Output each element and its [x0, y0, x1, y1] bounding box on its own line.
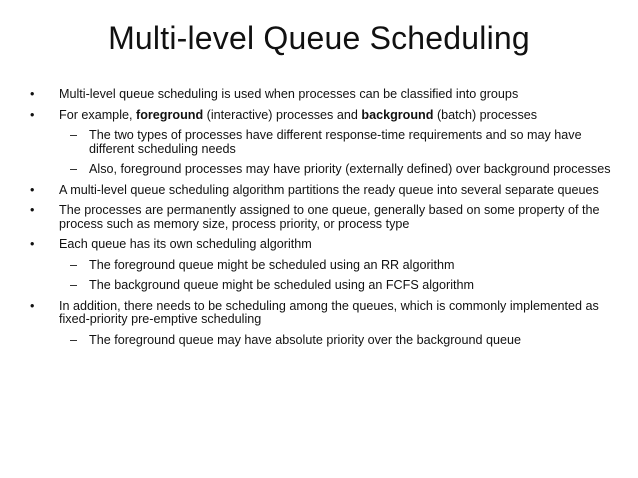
sub-bullet-item	[28, 129, 618, 156]
bullet-text: Multi-level queue scheduling is used when processes can be classified into groups	[59, 87, 519, 101]
dash-marker: –	[70, 332, 78, 347]
sub-bullet-item	[28, 163, 618, 177]
dash-marker: –	[70, 128, 78, 142]
bold-term-background: background	[361, 107, 434, 122]
bullet-text-part: (batch) processes	[433, 107, 538, 122]
bullet-marker: •	[30, 237, 35, 251]
sub-bullet-text: The two types of processes have different response-time requirements and so may have different scheduling needs	[89, 128, 582, 156]
bullet-marker: •	[30, 87, 35, 101]
sub-bullet-text: Also, foreground processes may have priority (externally defined) over background processes	[89, 162, 611, 176]
sub-bullet-text: The background queue might be scheduled using an FCFS algorithm	[89, 278, 475, 292]
sub-bullet-item	[28, 259, 618, 273]
bullet-item	[28, 204, 618, 231]
bullet-marker: •	[30, 107, 35, 122]
bullet-item	[28, 238, 618, 252]
dash-marker: –	[70, 162, 78, 176]
bullet-marker: •	[30, 298, 35, 313]
bullet-list	[28, 88, 618, 354]
dash-marker: –	[70, 257, 78, 272]
sub-bullet-text: The foreground queue may have absolute priority over the background queue	[89, 332, 521, 347]
dash-marker: –	[70, 278, 78, 292]
bullet-text: The processes are permanently assigned to one queue, generally based on some property of the process such as memory size, process priority, or process type	[59, 203, 600, 231]
bullet-marker: •	[30, 203, 35, 217]
sub-bullet-item	[28, 279, 618, 293]
bullet-marker: •	[30, 182, 35, 197]
bullet-item	[28, 300, 618, 327]
bullet-item	[28, 109, 618, 123]
sub-bullet-text: The foreground queue might be scheduled using an RR algorithm	[89, 257, 455, 272]
bullet-text	[59, 108, 537, 122]
slide-title: Multi-level Queue Scheduling	[108, 20, 530, 56]
bullet-item	[28, 88, 618, 102]
bold-term-foreground: foreground	[136, 107, 204, 122]
bullet-text: In addition, there needs to be scheduling among the queues, which is commonly implemented as fixed-priority pre-emptive scheduling	[59, 298, 599, 326]
bullet-text-part: (interactive) processes and	[203, 107, 362, 122]
bullet-item	[28, 184, 618, 198]
bullet-text-part: For example,	[59, 107, 136, 122]
sub-bullet-item	[28, 334, 618, 348]
bullet-text: A multi-level queue scheduling algorithm partitions the ready queue into several separate queues	[59, 182, 599, 197]
bullet-text: Each queue has its own scheduling algorithm	[59, 237, 312, 251]
